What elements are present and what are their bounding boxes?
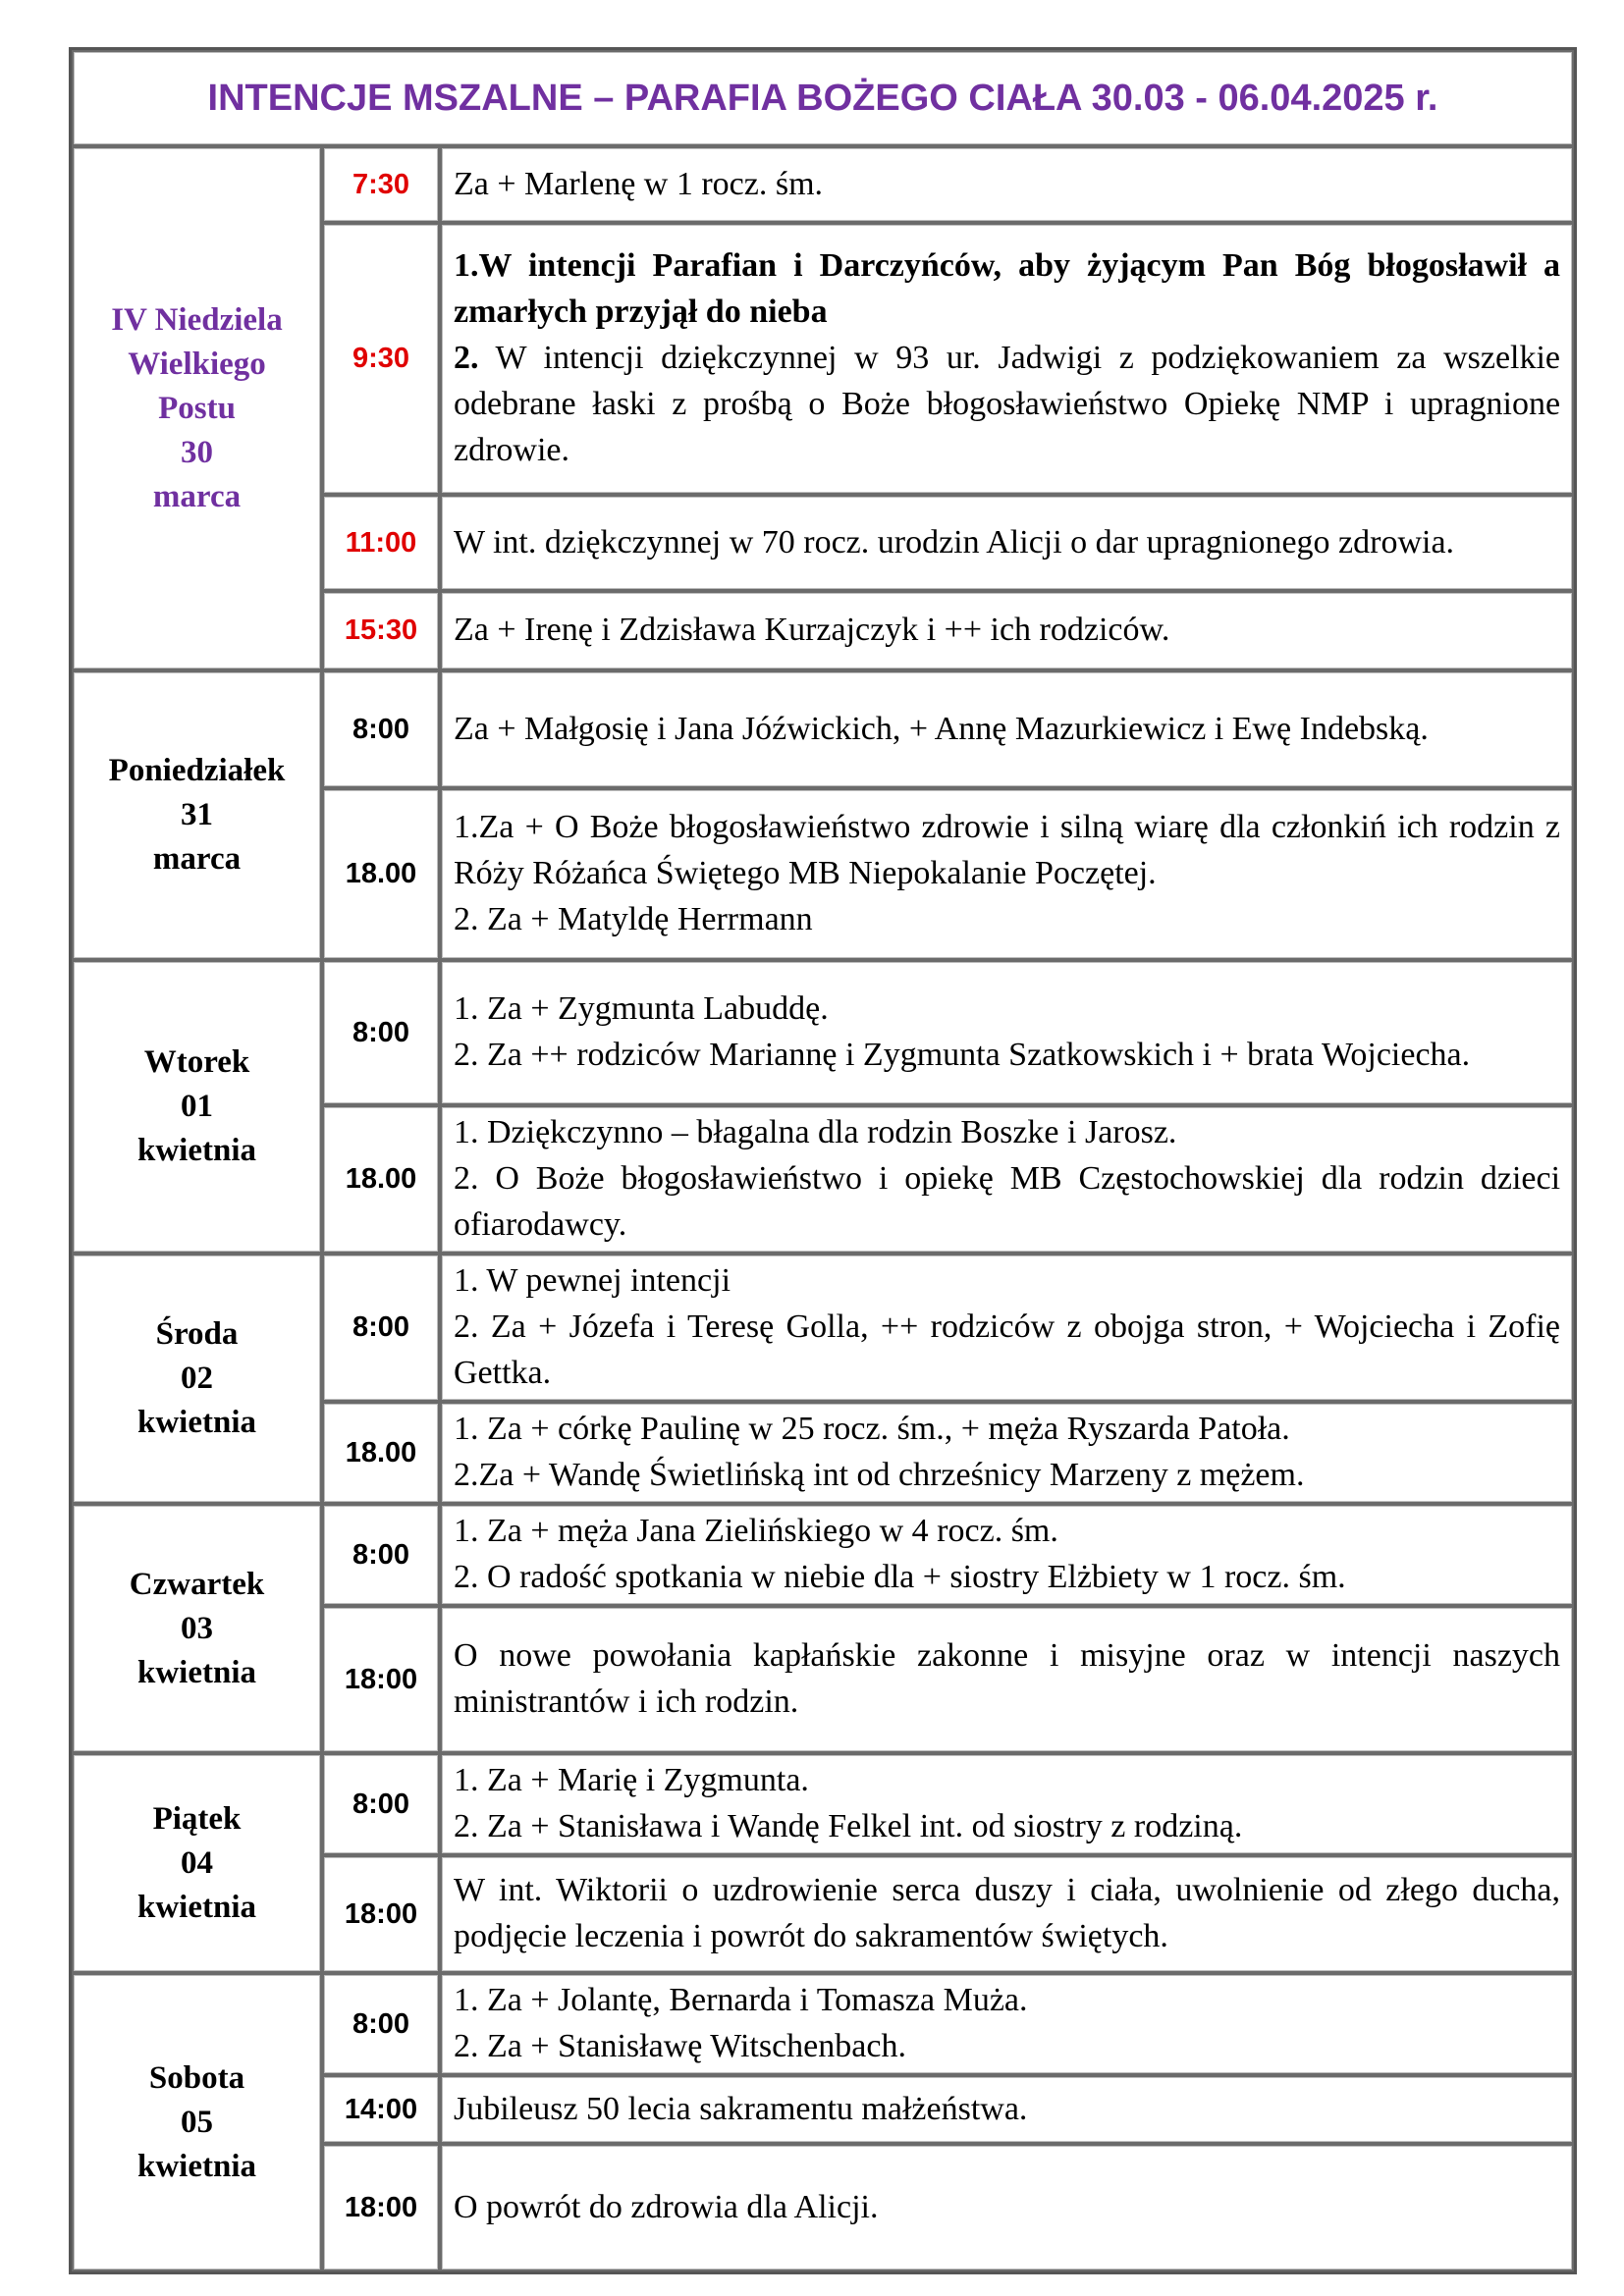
day-label-line: Poniedziałek — [108, 753, 286, 788]
intention-number: 2. — [454, 340, 479, 376]
mass-intention — [440, 2144, 1574, 2271]
day-label-line: 31 — [181, 797, 213, 832]
mass-intention — [440, 2075, 1574, 2144]
intention-line: 2. Za + Stanisława i Wandę Felkel int. od siostry z rodziną. — [454, 1808, 1243, 1844]
intention-line: 1. Za + Marię i Zygmunta. — [454, 1762, 809, 1798]
intention-line: 2. Za + Matyldę Herrmann — [454, 901, 813, 937]
intention-line: 2.Za + Wandę Świetlińską int od chrześnicy Marzeny z mężem. — [454, 1457, 1305, 1493]
intention-line: 2. O Boże błogosławieństwo i opiekę MB Częstochowskiej dla rodzin dzieci ofiarodawcy. — [454, 1160, 1561, 1243]
mass-time: 11:00 — [322, 495, 440, 591]
day-label-line: kwietnia — [136, 1889, 256, 1925]
mass-intention — [440, 1105, 1574, 1254]
mass-time: 18.00 — [322, 1402, 440, 1504]
mass-time: 8:00 — [322, 1973, 440, 2075]
day-label-line: marca — [152, 478, 242, 514]
intention-line: 2. Za + Stanisławę Witschenbach. — [454, 2028, 906, 2064]
intention-line: W int. Wiktorii o uzdrowienie serca duszy i ciała, uwolnienie od złego ducha, podjęcie leczenia i powrót do sakramentów świętych. — [454, 1872, 1561, 1954]
day-label-line: Sobota — [148, 2059, 245, 2096]
mass-time: 8:00 — [322, 1254, 440, 1402]
intention-line: 1. Za + Zygmunta Labuddę. — [454, 990, 829, 1027]
intentions-sheet — [69, 47, 1571, 2274]
intention-line: O nowe powołania kapłańskie zakonne i misyjne oraz w intencji naszych ministrantów i ich rodzin. — [454, 1637, 1561, 1720]
mass-row — [72, 1504, 1574, 1606]
day-label-line: kwietnia — [136, 1405, 256, 1440]
mass-intention — [440, 146, 1574, 223]
day-label — [72, 1973, 322, 2271]
day-label — [72, 1504, 322, 1753]
mass-intention — [440, 670, 1574, 788]
intention-line: Jubileusz 50 lecia sakramentu małżeństwa. — [454, 2090, 1028, 2127]
mass-time: 9:30 — [322, 223, 440, 495]
intention-line: 1.Za + O Boże błogosławieństwo zdrowie i silną wiarę dla członkiń ich rodzin z Róży Różańca Świętego MB Niepokalanie Poczętej. — [454, 809, 1561, 891]
day-label — [72, 1753, 322, 1973]
day-label-line: marca — [152, 841, 242, 877]
mass-row — [72, 1254, 1574, 1402]
day-label-line: IV Niedziela — [111, 301, 283, 338]
intention-line — [454, 335, 1560, 473]
day-label — [72, 1254, 322, 1504]
page-title: INTENCJE MSZALNE – PARAFIA BOŻEGO CIAŁA 30.03 - 06.04.2025 r. — [72, 50, 1574, 146]
day-label-line: 01 — [181, 1089, 213, 1124]
intention-line: 2. Za + Józefa i Teresę Golla, ++ rodziców z obojga stron, + Wojciecha i Zofię Gettka. — [454, 1308, 1561, 1391]
mass-time: 14:00 — [322, 2075, 440, 2144]
day-label — [72, 670, 322, 960]
mass-intention — [440, 495, 1574, 591]
day-label-line: 05 — [181, 2104, 213, 2140]
mass-intention — [440, 1973, 1574, 2075]
mass-intention — [440, 960, 1574, 1105]
day-label-line: 30 — [181, 434, 213, 470]
day-label-line: Piątek — [152, 1800, 242, 1837]
day-label-line: 02 — [181, 1361, 213, 1396]
mass-row — [72, 960, 1574, 1105]
mass-intention — [440, 1504, 1574, 1606]
day-label-line: kwietnia — [136, 1654, 256, 1690]
mass-intention — [440, 1855, 1574, 1973]
title-row — [72, 50, 1574, 146]
mass-time: 18:00 — [322, 1855, 440, 1973]
day-label-line: kwietnia — [136, 1133, 256, 1168]
intention-line: 1.W intencji Parafian i Darczyńców, aby żyjącym Pan Bóg błogosławił a zmarłych przyjął do nieba — [454, 247, 1561, 330]
day-label-line: Wielkiego — [128, 346, 266, 382]
day-label — [72, 960, 322, 1254]
mass-intention — [440, 1606, 1574, 1753]
intention-line: W int. dziękczynnej w 70 rocz. urodzin Alicji o dar upragnionego zdrowia. — [454, 523, 1455, 561]
day-label-line: Postu — [158, 390, 236, 426]
mass-intention — [440, 1254, 1574, 1402]
intentions-table — [69, 47, 1577, 2274]
intention-line: 1. Za + córkę Paulinę w 25 rocz. śm., + męża Ryszarda Patoła. — [454, 1411, 1290, 1447]
day-label — [72, 146, 322, 670]
mass-intention — [440, 788, 1574, 960]
mass-time: 18:00 — [322, 1606, 440, 1753]
day-label-line: Wtorek — [143, 1044, 250, 1080]
intention-line: 1. W pewnej intencji — [454, 1262, 731, 1299]
mass-time: 18.00 — [322, 788, 440, 960]
day-label-line: Czwartek — [129, 1566, 265, 1602]
mass-intention — [440, 1402, 1574, 1504]
day-label-line: Środa — [155, 1316, 239, 1352]
intention-line: 2. Za ++ rodziców Mariannę i Zygmunta Szatkowskich i + brata Wojciecha. — [454, 1037, 1471, 1073]
intention-line: Za + Irenę i Zdzisława Kurzajczyk i ++ ich rodziców. — [454, 612, 1170, 648]
mass-time: 8:00 — [322, 670, 440, 788]
mass-row — [72, 1973, 1574, 2075]
day-label-line: kwietnia — [136, 2148, 256, 2184]
mass-intention — [440, 1753, 1574, 1855]
mass-time: 15:30 — [322, 591, 440, 670]
day-label-line: 04 — [181, 1844, 213, 1881]
intention-text: W intencji dziękczynnej w 93 ur. Jadwigi z podziękowaniem za wszelkie odebrane łaski z prośbą o Boże błogosławieństwo Opiekę NMP i upragnione zdrowie. — [454, 340, 1561, 468]
intention-line: O powrót do zdrowia dla Alicji. — [454, 2188, 879, 2225]
intention-line: 2. O radość spotkania w niebie dla + siostry Elżbiety w 1 rocz. śm. — [454, 1559, 1346, 1595]
mass-row — [72, 1753, 1574, 1855]
intention-line: 1. Dziękczynno – błagalna dla rodzin Boszke i Jarosz. — [454, 1114, 1177, 1150]
mass-time: 18.00 — [322, 1105, 440, 1254]
intention-line: Za + Małgosię i Jana Jóźwickich, + Annę Mazurkiewicz i Ewę Indebską. — [454, 710, 1429, 747]
intention-line: Za + Marlenę w 1 rocz. śm. — [454, 165, 824, 202]
mass-time: 7:30 — [322, 146, 440, 223]
intention-line: 1. Za + Jolantę, Bernarda i Tomasza Muża. — [454, 1982, 1028, 2018]
mass-intention — [440, 223, 1574, 495]
mass-intention — [440, 591, 1574, 670]
mass-row — [72, 146, 1574, 223]
mass-time: 18:00 — [322, 2144, 440, 2271]
intention-line: 1. Za + męża Jana Zielińskiego w 4 rocz. śm. — [454, 1513, 1058, 1549]
mass-row — [72, 670, 1574, 788]
day-label-line: 03 — [181, 1610, 213, 1646]
mass-time: 8:00 — [322, 1504, 440, 1606]
mass-time: 8:00 — [322, 960, 440, 1105]
mass-time: 8:00 — [322, 1753, 440, 1855]
